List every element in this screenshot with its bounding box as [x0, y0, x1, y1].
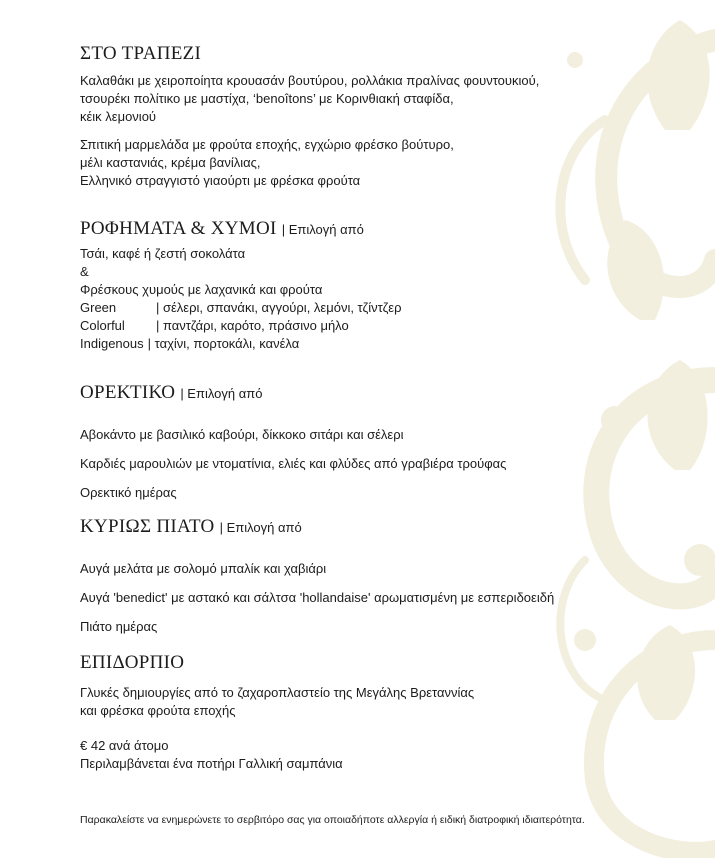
section-starter	[80, 381, 700, 500]
section-title-text: ΟΡΕΚΤΙΚΟ	[80, 382, 176, 403]
juice-name: Indigenous	[80, 336, 144, 351]
section-main	[80, 515, 700, 634]
section-subtitle: | Επιλογή από	[219, 520, 302, 535]
menu-item: Αβοκάντο με βασιλικό καβούρι, δίκκοκο σιτάρι και σέλερι	[80, 427, 404, 442]
section-dessert	[80, 651, 700, 773]
pricing	[80, 737, 700, 773]
description-line: Ελληνικό στραγγιστό γιαούρτι με φρέσκα φρούτα	[80, 173, 361, 188]
juice-row	[80, 317, 700, 335]
juice-ingredients: | παντζάρι, καρότο, πράσινο μήλο	[156, 318, 349, 333]
section-title: ΣΤΟ ΤΡΑΠΕΖΙ	[80, 43, 202, 64]
description-line: και φρέσκα φρούτα εποχής	[80, 703, 236, 718]
juice-row	[80, 335, 700, 353]
menu-item: Καρδιές μαρουλιών με ντοματίνια, ελιές και φλύδες από γραβιέρα τρούφας	[80, 456, 507, 471]
price: € 42 ανά άτομο	[80, 738, 169, 753]
drinks-line: Φρέσκους χυμούς με λαχανικά και φρούτα	[80, 282, 323, 297]
drinks-ampersand: &	[80, 264, 89, 279]
section-table	[80, 42, 700, 190]
section-subtitle: | Επιλογή από	[281, 222, 364, 237]
section-subtitle: | Επιλογή από	[180, 386, 263, 401]
section-title: ΕΠΙΔΟΡΠΙΟ	[80, 652, 185, 673]
description-line: τσουρέκι πολίτικο με μαστίχα, ‘benoîtons’ με Κορινθιακή σταφίδα,	[80, 91, 454, 106]
juice-name: Green	[80, 300, 117, 315]
champagne-note: Περιλαμβάνεται ένα ποτήρι Γαλλική σαμπάνια	[80, 756, 343, 771]
juice-ingredients: | σέλερι, σπανάκι, αγγούρι, λεμόνι, τζίντζερ	[156, 300, 402, 315]
description-line: Καλαθάκι με χειροποίητα κρουασάν βουτύρου, ρολλάκια πραλίνας φουντουκιού,	[80, 73, 540, 88]
description-line: Γλυκές δημιουργίες από το ζαχαροπλαστείο της Μεγάλης Βρεταννίας	[80, 685, 475, 700]
description-line: κέικ λεμονιού	[80, 109, 157, 124]
bread-basket-description	[80, 72, 700, 126]
section-title-text: ΚΥΡΙΩΣ ΠΙΑΤΟ	[80, 516, 215, 537]
description-line: Σπιτική μαρμελάδα με φρούτα εποχής, εγχώριο φρέσκο βούτυρο,	[80, 137, 454, 152]
menu-item: Αυγά μελάτα με σολομό μπαλίκ και χαβιάρι	[80, 561, 327, 576]
dessert-description	[80, 684, 700, 720]
section-title	[80, 217, 700, 242]
section-drinks	[80, 217, 700, 353]
drinks-list	[80, 245, 700, 353]
menu-item: Ορεκτικό ημέρας	[80, 485, 177, 500]
allergy-footnote: Παρακαλείστε να ενημερώνετε το σερβιτόρο σας για οποιαδήποτε αλλεργία ή ειδική διατροφική ιδιαιτερότητα.	[80, 813, 585, 826]
menu-item: Πιάτο ημέρας	[80, 619, 158, 634]
spreads-description	[80, 136, 700, 190]
description-line: μέλι καστανιάς, κρέμα βανίλιας,	[80, 155, 261, 170]
juice-ingredients: | ταχίνι, πορτοκάλι, κανέλα	[147, 336, 300, 351]
section-title	[80, 515, 700, 540]
juice-row	[80, 299, 700, 317]
drinks-line: Τσάι, καφέ ή ζεστή σοκολάτα	[80, 246, 246, 261]
section-title-text: ΡΟΦΗΜΑΤΑ & ΧΥΜΟΙ	[80, 218, 277, 239]
menu-item: Αυγά 'benedict' με αστακό και σάλτσα 'hollandaise' αρωματισμένη με εσπεριδοειδή	[80, 590, 555, 605]
section-title	[80, 381, 700, 406]
juice-name: Colorful	[80, 318, 125, 333]
